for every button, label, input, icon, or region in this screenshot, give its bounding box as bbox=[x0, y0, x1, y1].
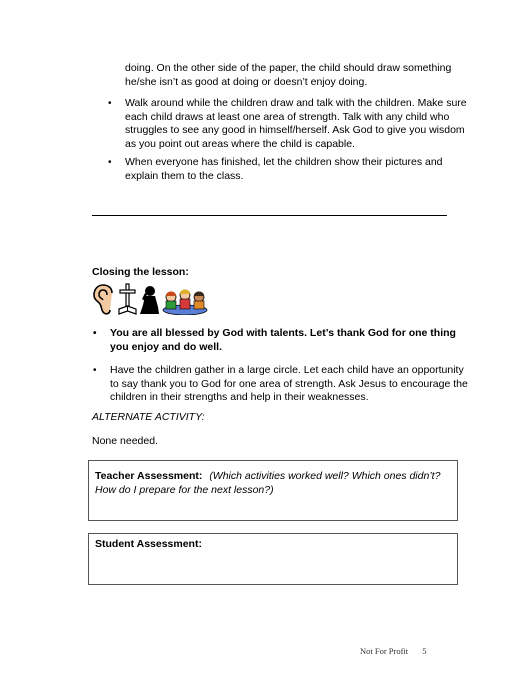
bullet-item bbox=[110, 327, 480, 354]
footer bbox=[360, 646, 427, 656]
intro-paragraph bbox=[125, 62, 465, 89]
intro-line: he/she isn’t as good at doing or doesn’t enjoy doing. bbox=[125, 75, 368, 88]
section-divider bbox=[92, 215, 447, 216]
teacher-assessment-box[interactable] bbox=[88, 460, 458, 521]
teacher-assessment-prompt-line2: How do I prepare for the next lesson?) bbox=[95, 483, 274, 496]
bullet-line: each child draws at least one area of strength. Talk with any child who bbox=[125, 110, 450, 123]
closing-icons bbox=[92, 283, 212, 315]
bullet-item bbox=[110, 364, 490, 405]
teacher-assessment-content bbox=[95, 470, 451, 497]
teacher-assessment-prompt: (Which activities worked well? Which ones didn’t? bbox=[209, 470, 441, 482]
bullet-item bbox=[125, 97, 470, 151]
bullet-dot: • bbox=[108, 98, 112, 109]
children-group-icon bbox=[162, 287, 208, 315]
page-number: 5 bbox=[422, 646, 427, 656]
bullet-line: to say thank you to God for one area of strength. Ask Jesus to encourage the bbox=[110, 377, 468, 390]
student-assessment-box[interactable] bbox=[88, 533, 458, 585]
closing-heading: Closing the lesson: bbox=[92, 266, 189, 278]
bullet-line: children in their strengths and help in their weaknesses. bbox=[110, 391, 369, 403]
bullet-item bbox=[125, 156, 470, 183]
teacher-assessment-label: Teacher Assessment: bbox=[95, 470, 203, 482]
praying-child-icon bbox=[137, 285, 161, 315]
bullet-dot: • bbox=[93, 365, 97, 376]
cross-bible-icon bbox=[117, 283, 139, 315]
bullet-dot: • bbox=[108, 157, 112, 168]
bullet-dot: • bbox=[93, 328, 97, 339]
bullet-line: Have the children gather in a large circle. Let each child have an opportunity bbox=[110, 364, 464, 376]
alternate-activity-heading: ALTERNATE ACTIVITY: bbox=[92, 411, 205, 423]
alternate-activity-text: None needed. bbox=[92, 435, 158, 447]
bullet-line: struggles to see any good in himself/herself. Ask God to give you wisdom bbox=[125, 124, 465, 136]
ear-icon bbox=[92, 284, 118, 315]
intro-line: doing. On the other side of the paper, the child should draw something bbox=[125, 62, 452, 74]
bullet-line: You are all blessed by God with talents. Let’s thank God for one thing bbox=[110, 327, 456, 339]
bullet-line: as you point out areas where the child is capable. bbox=[125, 137, 355, 150]
bullet-line: Walk around while the children draw and talk with the children. Make sure bbox=[125, 97, 467, 109]
bullet-line: explain them to the class. bbox=[125, 169, 244, 182]
student-assessment-label: Student Assessment: bbox=[95, 538, 202, 550]
footer-text: Not For Profit bbox=[360, 646, 409, 656]
bullet-line: When everyone has finished, let the children show their pictures and bbox=[125, 156, 443, 168]
bullet-line: you enjoy and do well. bbox=[110, 340, 223, 353]
